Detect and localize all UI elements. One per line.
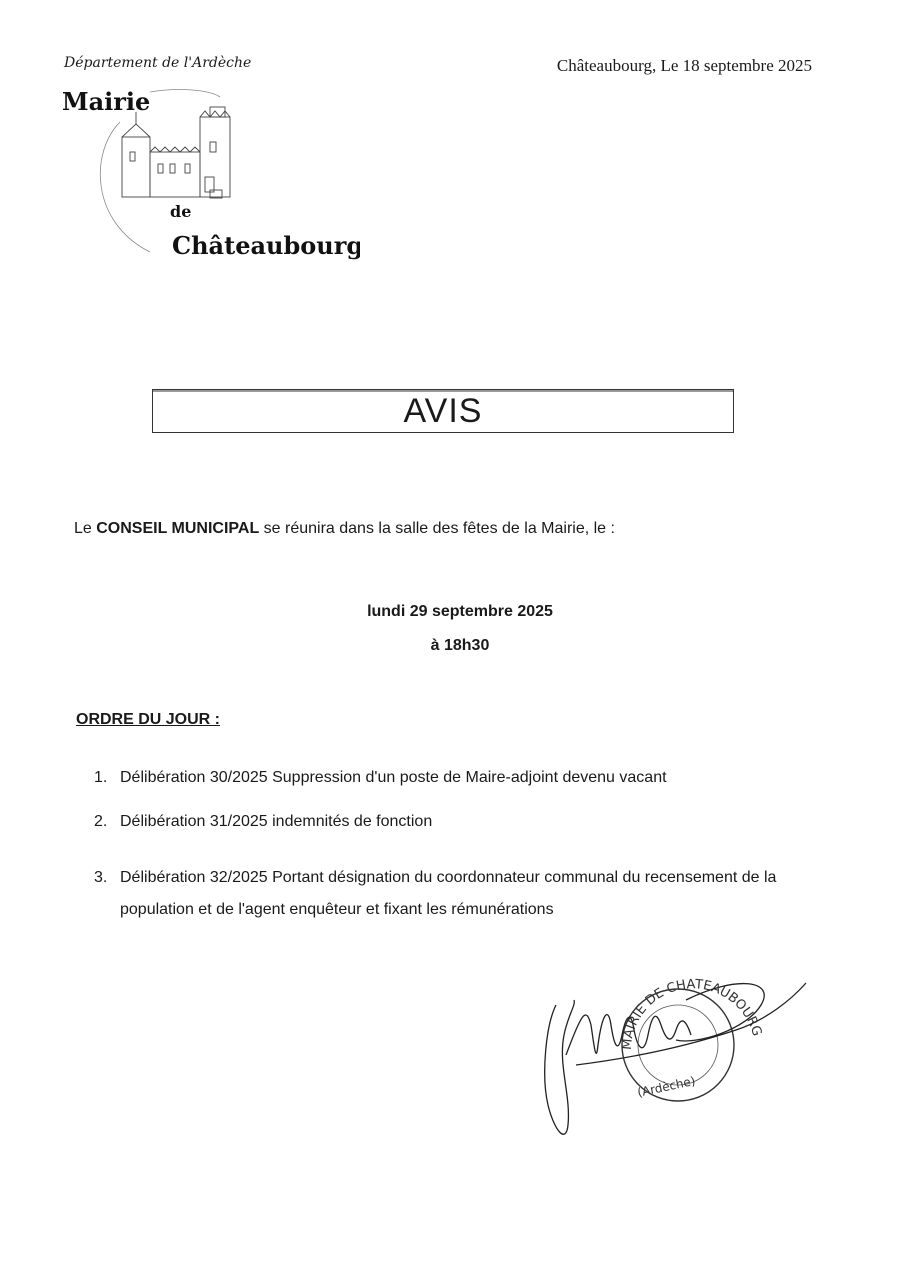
department-label: Département de l'Ardèche	[64, 55, 252, 71]
page-title: AVIS	[403, 392, 483, 430]
meeting-date: lundi 29 septembre 2025	[367, 603, 553, 620]
agenda-item-2	[94, 806, 854, 838]
avis-box	[152, 389, 734, 433]
svg-text:Châteaubourg: Châteaubourg	[172, 231, 360, 260]
agenda-title: ORDRE DU JOUR :	[76, 711, 221, 728]
intro-prefix: Le	[74, 520, 97, 537]
mairie-logo	[60, 82, 360, 282]
signature-stamp	[536, 955, 816, 1150]
agenda-item-number: 1.	[94, 769, 108, 786]
agenda-item-number: 3.	[94, 869, 108, 886]
agenda-item-text: Délibération 32/2025 Portant désignation du coordonnateur communal du recensement de la population et de l'agent enquêteur et fixant les rémunérations	[120, 869, 777, 918]
agenda-item-number: 2.	[94, 813, 108, 830]
svg-text:MAIRIE DE CHATEAUBOURG: MAIRIE DE CHATEAUBOURG	[619, 977, 765, 1051]
svg-text:Mairie: Mairie	[62, 87, 151, 116]
agenda-item-text: Délibération 31/2025 indemnités de fonction	[120, 813, 433, 830]
svg-text:(Ardèche): (Ardèche)	[636, 1073, 697, 1100]
signature-icon	[536, 955, 816, 1150]
agenda-item-1	[94, 762, 854, 794]
svg-text:de: de	[170, 202, 192, 221]
intro-paragraph	[74, 520, 615, 538]
intro-suffix: se réunira dans la salle des fêtes de la Mairie, le :	[259, 520, 615, 537]
intro-bold: CONSEIL MUNICIPAL	[96, 520, 260, 537]
agenda-item-text: Délibération 30/2025 Suppression d'un poste de Maire-adjoint devenu vacant	[120, 769, 667, 786]
place-date: Châteaubourg, Le 18 septembre 2025	[556, 56, 812, 75]
castle-logo-icon	[60, 82, 360, 282]
agenda-item-3	[94, 862, 854, 926]
meeting-time: à 18h30	[430, 637, 490, 654]
